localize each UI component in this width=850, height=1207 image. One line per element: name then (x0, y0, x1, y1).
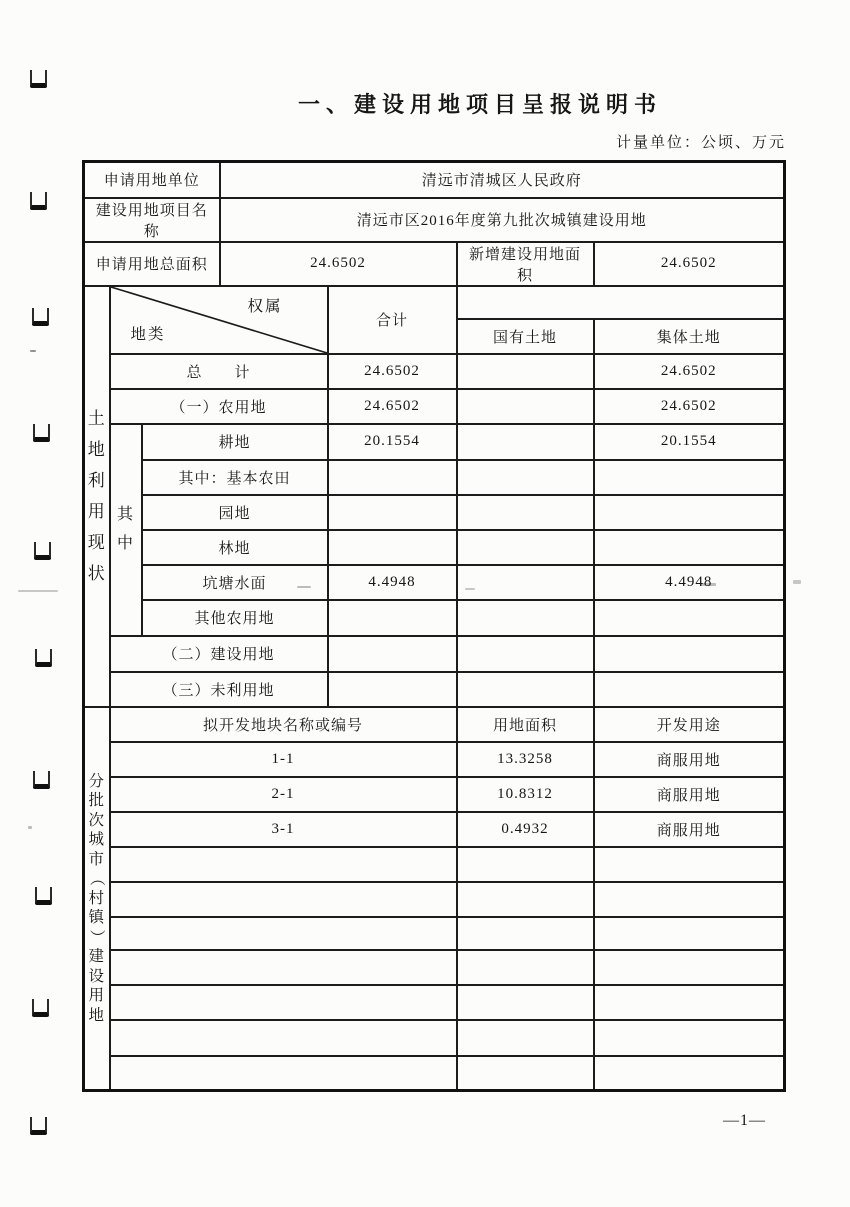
state-owned-cell (457, 495, 594, 530)
binder-mark (33, 424, 50, 442)
binder-mark (34, 542, 51, 560)
total-cell: 4.4948 (328, 565, 457, 600)
batch-row (84, 1020, 785, 1056)
batch-row (84, 742, 785, 777)
batch-row (84, 777, 785, 812)
ownership-axis-label: 权属 (247, 297, 283, 315)
plot-area (457, 985, 594, 1020)
binder-mark (35, 887, 52, 905)
binder-mark (32, 999, 49, 1017)
applicant-value: 清远市清城区人民政府 (220, 162, 785, 198)
plot-area (457, 882, 594, 917)
plot-name (110, 882, 457, 917)
plot-area: 10.8312 (457, 777, 594, 812)
col-header-plot-name: 拟开发地块名称或编号 (110, 707, 457, 742)
total-cell: 20.1554 (328, 424, 457, 460)
plot-name (110, 950, 457, 985)
row-label: 总 计 (110, 354, 328, 389)
row-label: 林地 (142, 530, 328, 565)
plot-name (110, 917, 457, 950)
collective-cell: 24.6502 (594, 354, 785, 389)
col-header-plot-area: 用地面积 (457, 707, 594, 742)
total-cell (328, 600, 457, 636)
landuse-row-garden (84, 495, 785, 530)
state-owned-cell (457, 460, 594, 495)
total-cell: 24.6502 (328, 389, 457, 424)
landuse-header-row-1 (84, 286, 785, 319)
total-cell (328, 460, 457, 495)
plot-use: 商服用地 (594, 742, 785, 777)
state-owned-cell (457, 530, 594, 565)
subgroup-label: 其 中 (110, 424, 142, 636)
plot-use (594, 985, 785, 1020)
state-owned-cell (457, 565, 594, 600)
collective-cell (594, 672, 785, 707)
plot-use: 商服用地 (594, 812, 785, 847)
plot-use: 商服用地 (594, 777, 785, 812)
landuse-row-unused (84, 672, 785, 707)
total-cell (328, 530, 457, 565)
total-area-value: 24.6502 (220, 242, 457, 286)
batch-row (84, 950, 785, 985)
plot-area (457, 847, 594, 882)
landuse-row-cultivated (84, 424, 785, 460)
info-row-applicant (84, 162, 785, 198)
landuse-row-construction (84, 636, 785, 672)
state-owned-cell (457, 672, 594, 707)
batch-header-row (84, 707, 785, 742)
collective-cell (594, 460, 785, 495)
plot-name: 1-1 (110, 742, 457, 777)
binder-mark (30, 70, 47, 88)
plot-name: 3-1 (110, 812, 457, 847)
collective-cell (594, 530, 785, 565)
binder-mark (33, 771, 50, 789)
landuse-row-grand-total (84, 354, 785, 389)
row-label: （一）农用地 (110, 389, 328, 424)
row-label: 其他农用地 (142, 600, 328, 636)
binder-mark (30, 192, 47, 210)
collective-cell: 4.4948 (594, 565, 785, 600)
collective-cell (594, 495, 785, 530)
batch-row (84, 1056, 785, 1091)
plot-name (110, 1056, 457, 1091)
plot-use (594, 1056, 785, 1091)
plot-name: 2-1 (110, 777, 457, 812)
total-cell (328, 495, 457, 530)
state-owned-cell (457, 636, 594, 672)
plot-area (457, 950, 594, 985)
batch-row (84, 917, 785, 950)
land-report-table (82, 160, 786, 1092)
row-label: 园地 (142, 495, 328, 530)
plot-use (594, 1020, 785, 1056)
total-area-label: 申请用地总面积 (84, 242, 220, 286)
landtype-axis-label: 地类 (130, 325, 166, 343)
row-label: 耕地 (142, 424, 328, 460)
plot-area (457, 917, 594, 950)
plot-use (594, 950, 785, 985)
col-header-plot-use: 开发用途 (594, 707, 785, 742)
landuse-row-agricultural (84, 389, 785, 424)
state-owned-cell (457, 600, 594, 636)
state-owned-cell (457, 424, 594, 460)
info-row-area (84, 242, 785, 286)
project-name-value: 清远市区2016年度第九批次城镇建设用地 (220, 198, 785, 242)
plot-area: 13.3258 (457, 742, 594, 777)
page-number: —1— (723, 1112, 766, 1129)
row-label: （三）未利用地 (110, 672, 328, 707)
state-owned-cell (457, 389, 594, 424)
applicant-label: 申请用地单位 (84, 162, 220, 198)
document-title: 一、建设用地项目呈报说明书 (297, 92, 662, 117)
collective-cell: 20.1554 (594, 424, 785, 460)
plot-area: 0.4932 (457, 812, 594, 847)
batch-row (84, 847, 785, 882)
ownership-header-spacer (457, 286, 785, 319)
batch-section-label: 分 批 次 城 市 （ 村 镇 ） 建 设 用 地 (84, 707, 110, 1091)
plot-use (594, 847, 785, 882)
collective-cell (594, 636, 785, 672)
project-name-label: 建设用地项目名称 (84, 198, 220, 242)
scan-smudge (18, 590, 58, 592)
scan-smudge (30, 350, 36, 352)
binder-mark (32, 308, 49, 326)
batch-row (84, 812, 785, 847)
landuse-row-forest (84, 530, 785, 565)
binder-mark (35, 649, 52, 667)
collective-cell: 24.6502 (594, 389, 785, 424)
landuse-section-label: 土 地 利 用 现 状 (84, 286, 110, 707)
diagonal-header-cell (110, 286, 328, 354)
plot-area (457, 1056, 594, 1091)
total-cell (328, 636, 457, 672)
scan-smudge (793, 580, 801, 584)
binder-mark (30, 1117, 47, 1135)
state-owned-cell (457, 354, 594, 389)
scan-smudge (28, 826, 32, 829)
row-label: 坑塘水面 (142, 565, 328, 600)
plot-name (110, 847, 457, 882)
batch-row (84, 882, 785, 917)
row-label: 其中：基本农田 (142, 460, 328, 495)
col-header-state-owned: 国有土地 (457, 319, 594, 354)
landuse-row-basic-farmland (84, 460, 785, 495)
collective-cell (594, 600, 785, 636)
total-cell: 24.6502 (328, 354, 457, 389)
measurement-unit-note: 计量单位：公顷、万元 (615, 135, 786, 151)
col-header-total: 合计 (328, 286, 457, 354)
new-area-value: 24.6502 (594, 242, 785, 286)
landuse-row-other-agricultural (84, 600, 785, 636)
batch-row (84, 985, 785, 1020)
plot-area (457, 1020, 594, 1056)
row-label: （二）建设用地 (110, 636, 328, 672)
plot-use (594, 917, 785, 950)
col-header-collective: 集体土地 (594, 319, 785, 354)
landuse-row-pond (84, 565, 785, 600)
total-cell (328, 672, 457, 707)
plot-use (594, 882, 785, 917)
plot-name (110, 1020, 457, 1056)
info-row-project (84, 198, 785, 242)
new-area-label: 新增建设用地面积 (457, 242, 594, 286)
plot-name (110, 985, 457, 1020)
